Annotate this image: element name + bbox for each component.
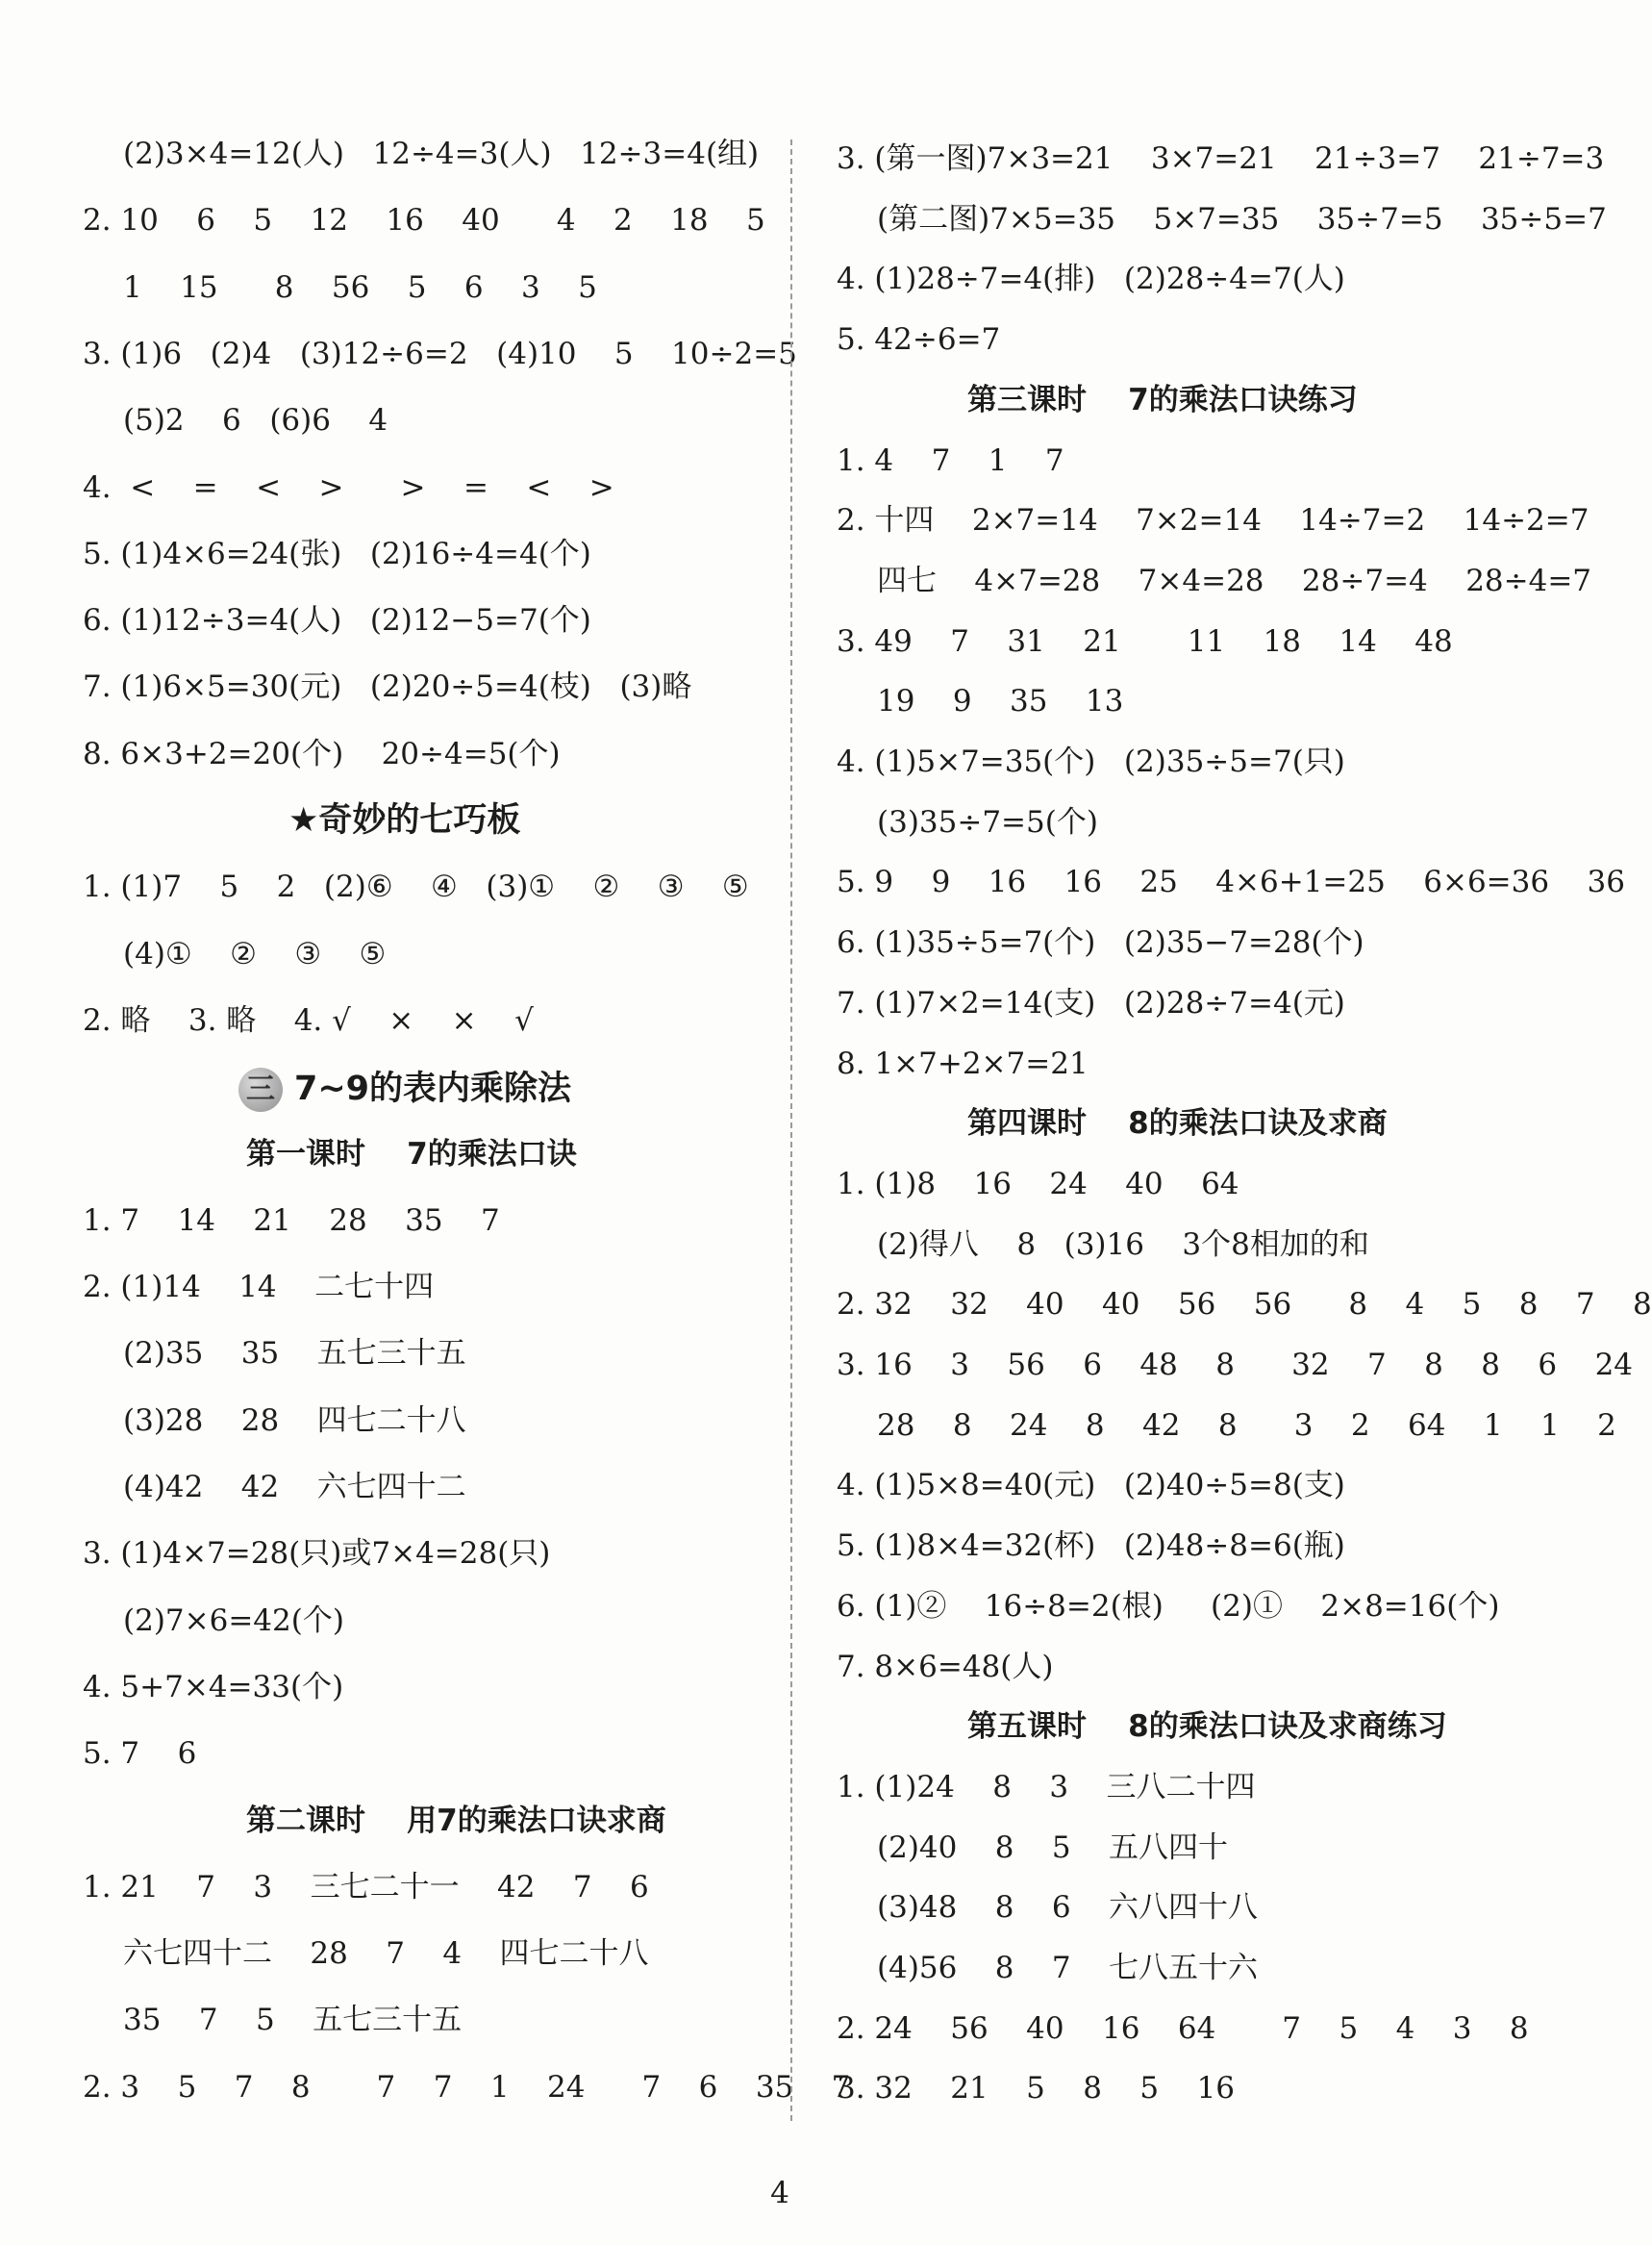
answer-line: 1. 7 14 21 28 35 7 bbox=[83, 1202, 500, 1238]
answer-line: 3. 16 3 56 6 48 8 32 7 8 8 6 24 bbox=[837, 1348, 1634, 1382]
answer-line: (2)3×4=12(人) 12÷4=3(人) 12÷3=4(组) bbox=[123, 137, 760, 171]
answer-line: 六七四十二 28 7 4 四七二十八 bbox=[123, 1936, 649, 1972]
answer-line: 3. (1)4×7=28(只)或7×4=28(只) bbox=[83, 1536, 551, 1572]
answer-line: 28 8 24 8 42 8 3 2 64 1 1 2 bbox=[877, 1407, 1616, 1443]
answer-line: 2. 十四 2×7=14 7×2=14 14÷7=2 14÷2=7 bbox=[837, 503, 1589, 539]
section-heading: 第五课时 8的乘法口诀及求商练习 bbox=[967, 1709, 1447, 1745]
answer-line: 2. 32 32 40 40 56 56 8 4 5 8 7 8 bbox=[837, 1287, 1652, 1323]
answer-line: 8. 6×3+2=20(个) 20÷4=5(个) bbox=[83, 736, 561, 771]
answer-line: 5. 9 9 16 16 25 4×6+1=25 6×6=36 36 bbox=[837, 865, 1625, 900]
answer-line: 5. 7 6 bbox=[83, 1736, 197, 1772]
answer-line: 3. 32 21 5 8 5 16 bbox=[837, 2071, 1236, 2106]
page-number: 4 bbox=[770, 2176, 789, 2210]
answer-line: (2)得八 8 (3)16 3个8相加的和 bbox=[877, 1226, 1369, 1262]
section-heading: 第三课时 7的乘法口诀练习 bbox=[967, 382, 1358, 417]
answer-line: (5)2 6 (6)6 4 bbox=[123, 403, 388, 439]
answer-line: (3)48 8 6 六八四十八 bbox=[877, 1890, 1259, 1926]
answer-line: (4)56 8 7 七八五十六 bbox=[877, 1951, 1259, 1985]
answer-line: 1. (1)8 16 24 40 64 bbox=[837, 1166, 1239, 1201]
answer-line: (3)28 28 四七二十八 bbox=[123, 1402, 466, 1438]
answer-line: 2. 略 3. 略 4. √ × × √ bbox=[83, 1002, 534, 1038]
answer-line: (4)① ② ③ ⑤ bbox=[123, 936, 387, 971]
answer-line: 1. 4 7 1 7 bbox=[837, 442, 1064, 478]
answer-line: 1. (1)7 5 2 (2)⑥ ④ (3)① ② ③ ⑤ bbox=[83, 870, 749, 905]
answer-line: (2)40 8 5 五八四十 bbox=[877, 1829, 1229, 1865]
answer-line: 四七 4×7=28 7×4=28 28÷7=4 28÷4=7 bbox=[877, 563, 1592, 598]
answer-line: (4)42 42 六七四十二 bbox=[123, 1470, 466, 1504]
answer-line: 2. 24 56 40 16 64 7 5 4 3 8 bbox=[837, 2010, 1529, 2046]
answer-line: 3. (第一图)7×3=21 3×7=21 21÷3=7 21÷7=3 bbox=[837, 141, 1605, 176]
answer-line: 7. (1)7×2=14(支) (2)28÷7=4(元) bbox=[837, 985, 1345, 1021]
answer-line: (3)35÷7=5(个) bbox=[877, 804, 1098, 840]
section-heading: 第四课时 8的乘法口诀及求商 bbox=[967, 1106, 1388, 1142]
answer-line: 2. 10 6 5 12 16 40 4 2 18 5 bbox=[83, 203, 765, 239]
answer-line: 1 15 8 56 5 6 3 5 bbox=[123, 269, 597, 305]
answer-line: 4. (1)5×8=40(元) (2)40÷5=8(支) bbox=[837, 1468, 1345, 1503]
column-divider bbox=[790, 139, 792, 2121]
answer-line: 3. 49 7 31 21 11 18 14 48 bbox=[837, 623, 1453, 659]
answer-line: 5. (1)4×6=24(张) (2)16÷4=4(个) bbox=[83, 536, 591, 571]
answer-line: 6. (1)35÷5=7(个) (2)35−7=28(个) bbox=[837, 925, 1364, 961]
answer-line: 1. 21 7 3 三七二十一 42 7 6 bbox=[83, 1869, 649, 1904]
unit-number-badge: 三 bbox=[238, 1068, 283, 1112]
answer-line: 2. 3 5 7 8 7 7 1 24 7 6 35 7 bbox=[83, 2069, 851, 2105]
section-heading: 第一课时 7的乘法口诀 bbox=[246, 1136, 577, 1172]
unit-heading bbox=[238, 1068, 571, 1112]
answer-line: 3. (1)6 (2)4 (3)12÷6=2 (4)10 5 10÷2=5 bbox=[83, 336, 797, 371]
answer-line: 7. (1)6×5=30(元) (2)20÷5=4(枝) (3)略 bbox=[83, 669, 692, 705]
section-heading: ★奇妙的七巧板 bbox=[288, 801, 521, 840]
answer-line: 19 9 35 13 bbox=[877, 684, 1124, 719]
answer-line: 5. 42÷6=7 bbox=[837, 322, 1001, 358]
unit-title: 7~9的表内乘除法 bbox=[294, 1070, 572, 1109]
answer-line: (2)35 35 五七三十五 bbox=[123, 1336, 466, 1372]
answer-line: 8. 1×7+2×7=21 bbox=[837, 1046, 1089, 1081]
answer-line: 1. (1)24 8 3 三八二十四 bbox=[837, 1769, 1256, 1804]
answer-line: 6. (1)12÷3=4(人) (2)12−5=7(个) bbox=[83, 603, 591, 639]
answer-line: 7. 8×6=48(人) bbox=[837, 1649, 1054, 1684]
answer-line: 4. (1)28÷7=4(排) (2)28÷4=7(人) bbox=[837, 262, 1345, 297]
answer-line: 2. (1)14 14 二七十四 bbox=[83, 1270, 435, 1305]
section-heading: 第二课时 用7的乘法口诀求商 bbox=[246, 1803, 666, 1838]
answer-line: 4. (1)5×7=35(个) (2)35÷5=7(只) bbox=[837, 744, 1345, 779]
answer-line: 5. (1)8×4=32(杯) (2)48÷8=6(瓶) bbox=[837, 1528, 1345, 1564]
answer-line: (第二图)7×5=35 5×7=35 35÷7=5 35÷5=7 bbox=[877, 201, 1607, 237]
answer-line: (2)7×6=42(个) bbox=[123, 1602, 344, 1638]
answer-line: 4. 5+7×4=33(个) bbox=[83, 1669, 344, 1704]
answer-line: 4. < = < > > = < > bbox=[83, 469, 614, 505]
answer-line: 6. (1)② 16÷8=2(根) (2)① 2×8=16(个) bbox=[837, 1588, 1500, 1624]
answer-line: 35 7 5 五七三十五 bbox=[123, 2003, 463, 2038]
